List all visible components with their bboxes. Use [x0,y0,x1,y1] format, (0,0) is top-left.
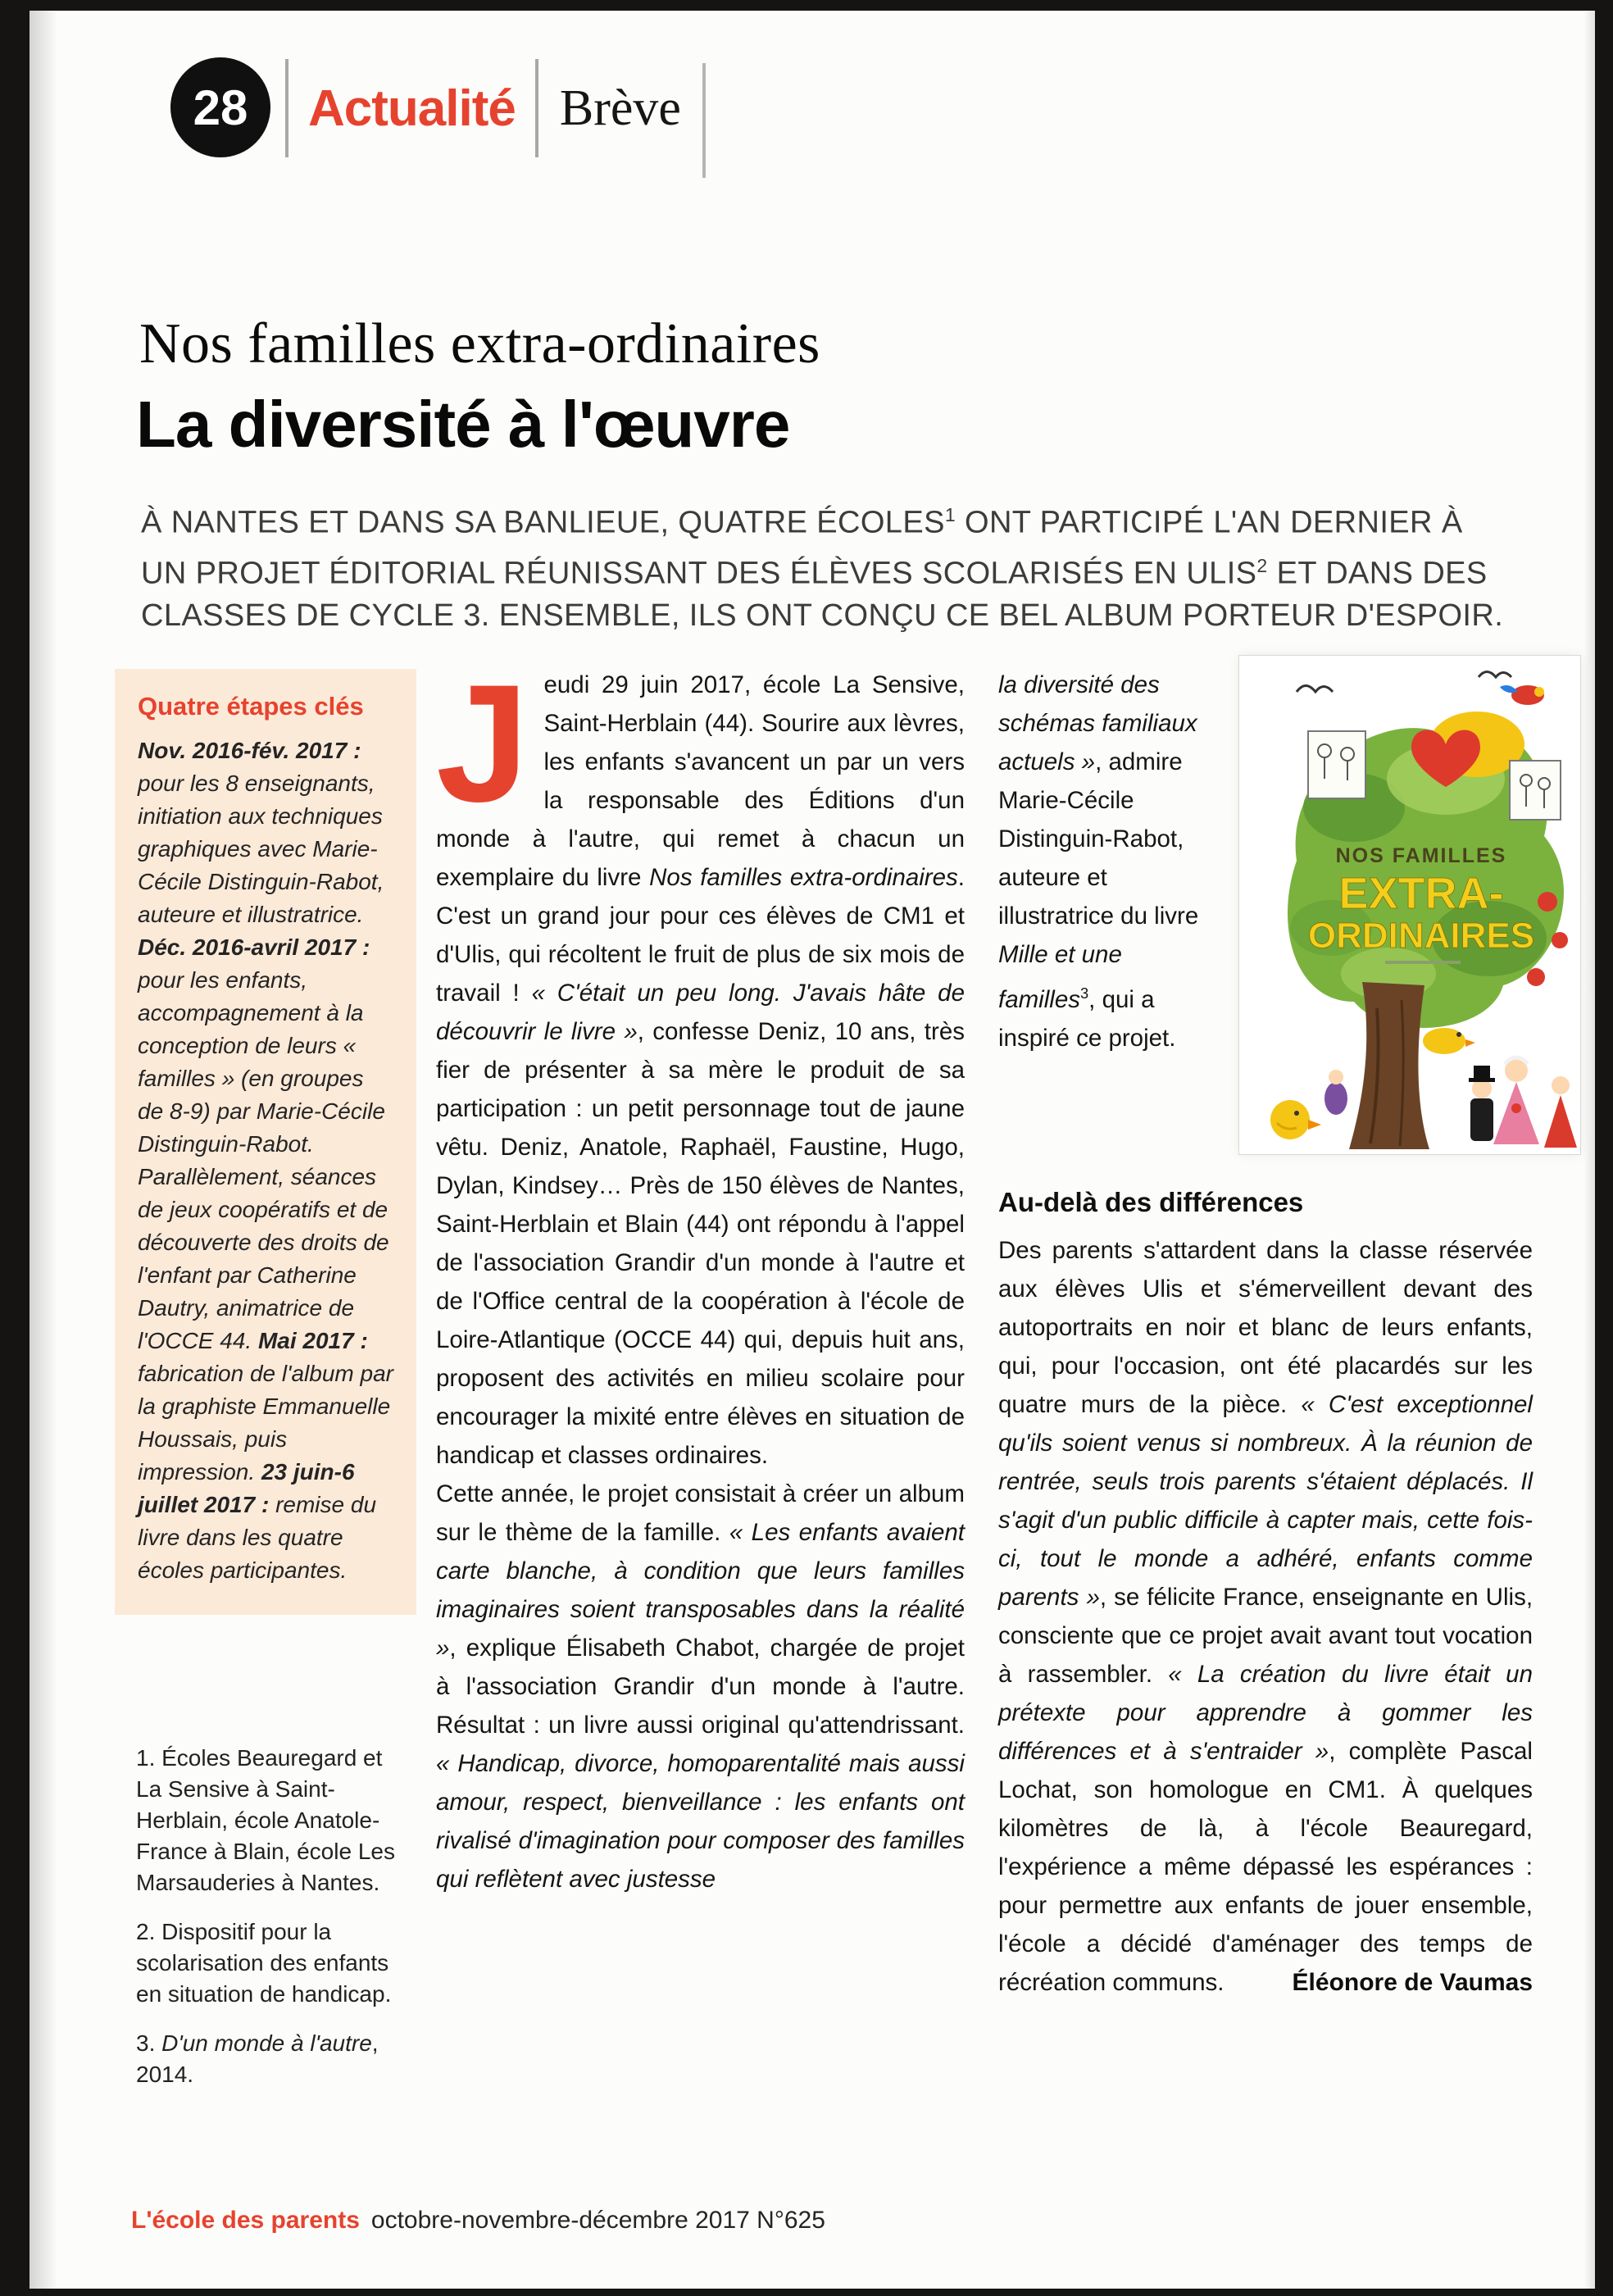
article-title: La diversité à l'œuvre [136,388,790,461]
subsection-label: Brève [559,80,681,136]
article-body-column [436,650,966,1898]
cover-small-text-line [1385,961,1461,964]
magazine-title: L'école des parents [131,2207,360,2234]
pinned-drawing [1308,731,1365,798]
article-paragraph-1 [436,650,965,1475]
section-header [285,59,706,157]
footnote-2: 2. Dispositif pour la scolarisation des enfants en situation de handicap. [136,1919,392,2007]
pinned-drawing [1510,761,1561,820]
footnotes [136,1743,411,2108]
section-heading: Au-delà des différences [998,1187,1304,1217]
article-paragraph-3: la diversité des schémas familiaux actuels », admire Marie-Cécile Distinguin-Rabot, auteure et illustratrice du livre Mille et une familles$^3$, qui a inspiré ce projet. [998,671,1199,1052]
key-steps-box [115,669,416,1615]
apple-shape [1527,968,1545,986]
section-label: Actualité [308,80,516,137]
article-paragraph-4: Des parents s'attardent dans la classe réservée aux élèves Ulis et s'émerveillent devant des autoportraits en noir et blanc de leurs enfants, qui, pour l'occasion, ont été placardés sur les quatre murs de la pièce. « C'est exceptionnel qu'ils soient venus si nombreux. À la réunion de rentrée, seuls trois parents s'étaient déplacés. Il s'agit d'un public difficile à capter mais, cette fois-ci, tout le monde a adhéré, enfants comme parents », se félicite France, enseignante en Ulis, consciente que ce projet avait avant tout vocation à rassembler. « La création du livre était un prétexte pour apprendre à gommer les différences et à s'entraider », complète Pascal Lochat, son homologue en CM1. À quelques kilomètres de là, à l'école Beauregard, l'expérience a même dépassé les espérances : pour permettre aux enfants de jouer ensemble, l'école a décidé d'aménager des temps de récréation communs. [998,1237,1533,1996]
article-standfirst: À NANTES ET DANS SA BANLIEUE, QUATRE ÉCOLES$^1$ ONT PARTICIPÉ L'AN DERNIER À UN PROJET ÉDITORIAL RÉUNISSANT DES ÉLÈVES SCOLARISÉS EN ULIS$^2$ ET DANS DES CLASSES DE CYCLE 3. ENSEMBLE, ILS ONT CONÇU CE BEL ALBUM PORTEUR D'ESPOIR. [141,504,1504,634]
drop-cap: J [436,650,529,837]
article-paragraph-2: Cette année, le projet consistait à créer un album sur le thème de la famille. « Les enfants avaient carte blanche, à condition que leurs familles imaginaires soient transposables dans la réalité », explique Élisabeth Chabot, chargée de projet à l'association Grandir d'un monde à l'autre. Résultat : un livre aussi original qu'attendrissant. « Handicap, divorce, homoparentalité mais aussi amour, respect, bienveillance : les enfants ont rivalisé d'imagination pour composer des familles qui reflètent avec justesse [436,1480,966,1893]
page-footer [131,2207,825,2235]
footnote-1: 1. Écoles Beauregard et La Sensive à Saint-Herblain, école Anatole-France à Blain, école Les Marsauderies à Nantes. [136,1745,395,1895]
book-title-line-1: NOS FAMILLES [1335,844,1507,867]
page-number-badge: 28 [170,57,270,157]
header-divider [702,63,706,178]
issue-info: octobre-novembre-décembre 2017 N°625 [370,2207,825,2234]
apple-shape [1552,932,1568,948]
footnote-3: 3. D'un monde à l'autre, 2014. [136,2030,379,2087]
key-steps-title: Quatre étapes clés [138,692,364,721]
book-cover-illustration [1239,656,1580,1154]
apple-shape [1538,892,1557,912]
book-title-line-3: ORDINAIRES [1307,916,1535,956]
article-right-column [998,1231,1533,2002]
book-cover-artwork [1239,656,1580,1154]
key-steps-body: Nov. 2016-fév. 2017 : pour les 8 enseignants, initiation aux techniques graphiques avec Marie-Cécile Distinguin-Rabot, auteure et illustratrice. Déc. 2016-avril 2017 : pour les enfants, accompagnement à la conception de leurs « familles » (en groupes de 8-9) par Marie-Cécile Distinguin-Rabot. Parallèlement, séances de jeux coopératifs et de découverte des droits de l'enfant par Catherine Dautry, animatrice de l'OCCE 44. Mai 2017 : fabrication de l'album par la graphiste Emmanuelle Houssais, puis impression. 23 juin-6 juillet 2017 : remise du livre dans les quatre écoles participantes. [138,738,393,1583]
book-title-line-2: EXTRA- [1338,869,1504,918]
paragraph-text: eudi 29 juin 2017, école La Sensive, Saint-Herblain (44). Sourire aux lèvres, les enfants s'avancent un par un vers la responsable des Éditions d'un monde à l'autre, qui remet à chacun un exemplaire du livre Nos familles extra-ordinaires. C'est un grand jour pour ces élèves de CM1 et d'Ulis, qui récoltent le fruit de plus de six mois de travail ! « C'était un peu long. J'avais hâte de découvrir le livre », confesse Deniz, 10 ans, très fier de présenter à sa mère le produit de sa participation : un petit personnage tout de jaune vêtu. Deniz, Anatole, Raphaël, Faustine, Hugo, Dylan, Kindsey… Près de 150 élèves de Nantes, Saint-Herblain et Blain (44) ont répondu à l'appel de l'association Grandir d'un monde à l'autre et de l'Office central de la coopération à l'école de Loire-Atlantique (OCCE 44) qui, depuis huit ans, proposent des activités en milieu scolaire pour encourager la mixité entre élèves en situation de handicap et classes ordinaires. [436,671,965,1469]
article-kicker: Nos familles extra-ordinaires [139,312,820,375]
author-byline: Éléonore de Vaumas [1292,1969,1533,1996]
